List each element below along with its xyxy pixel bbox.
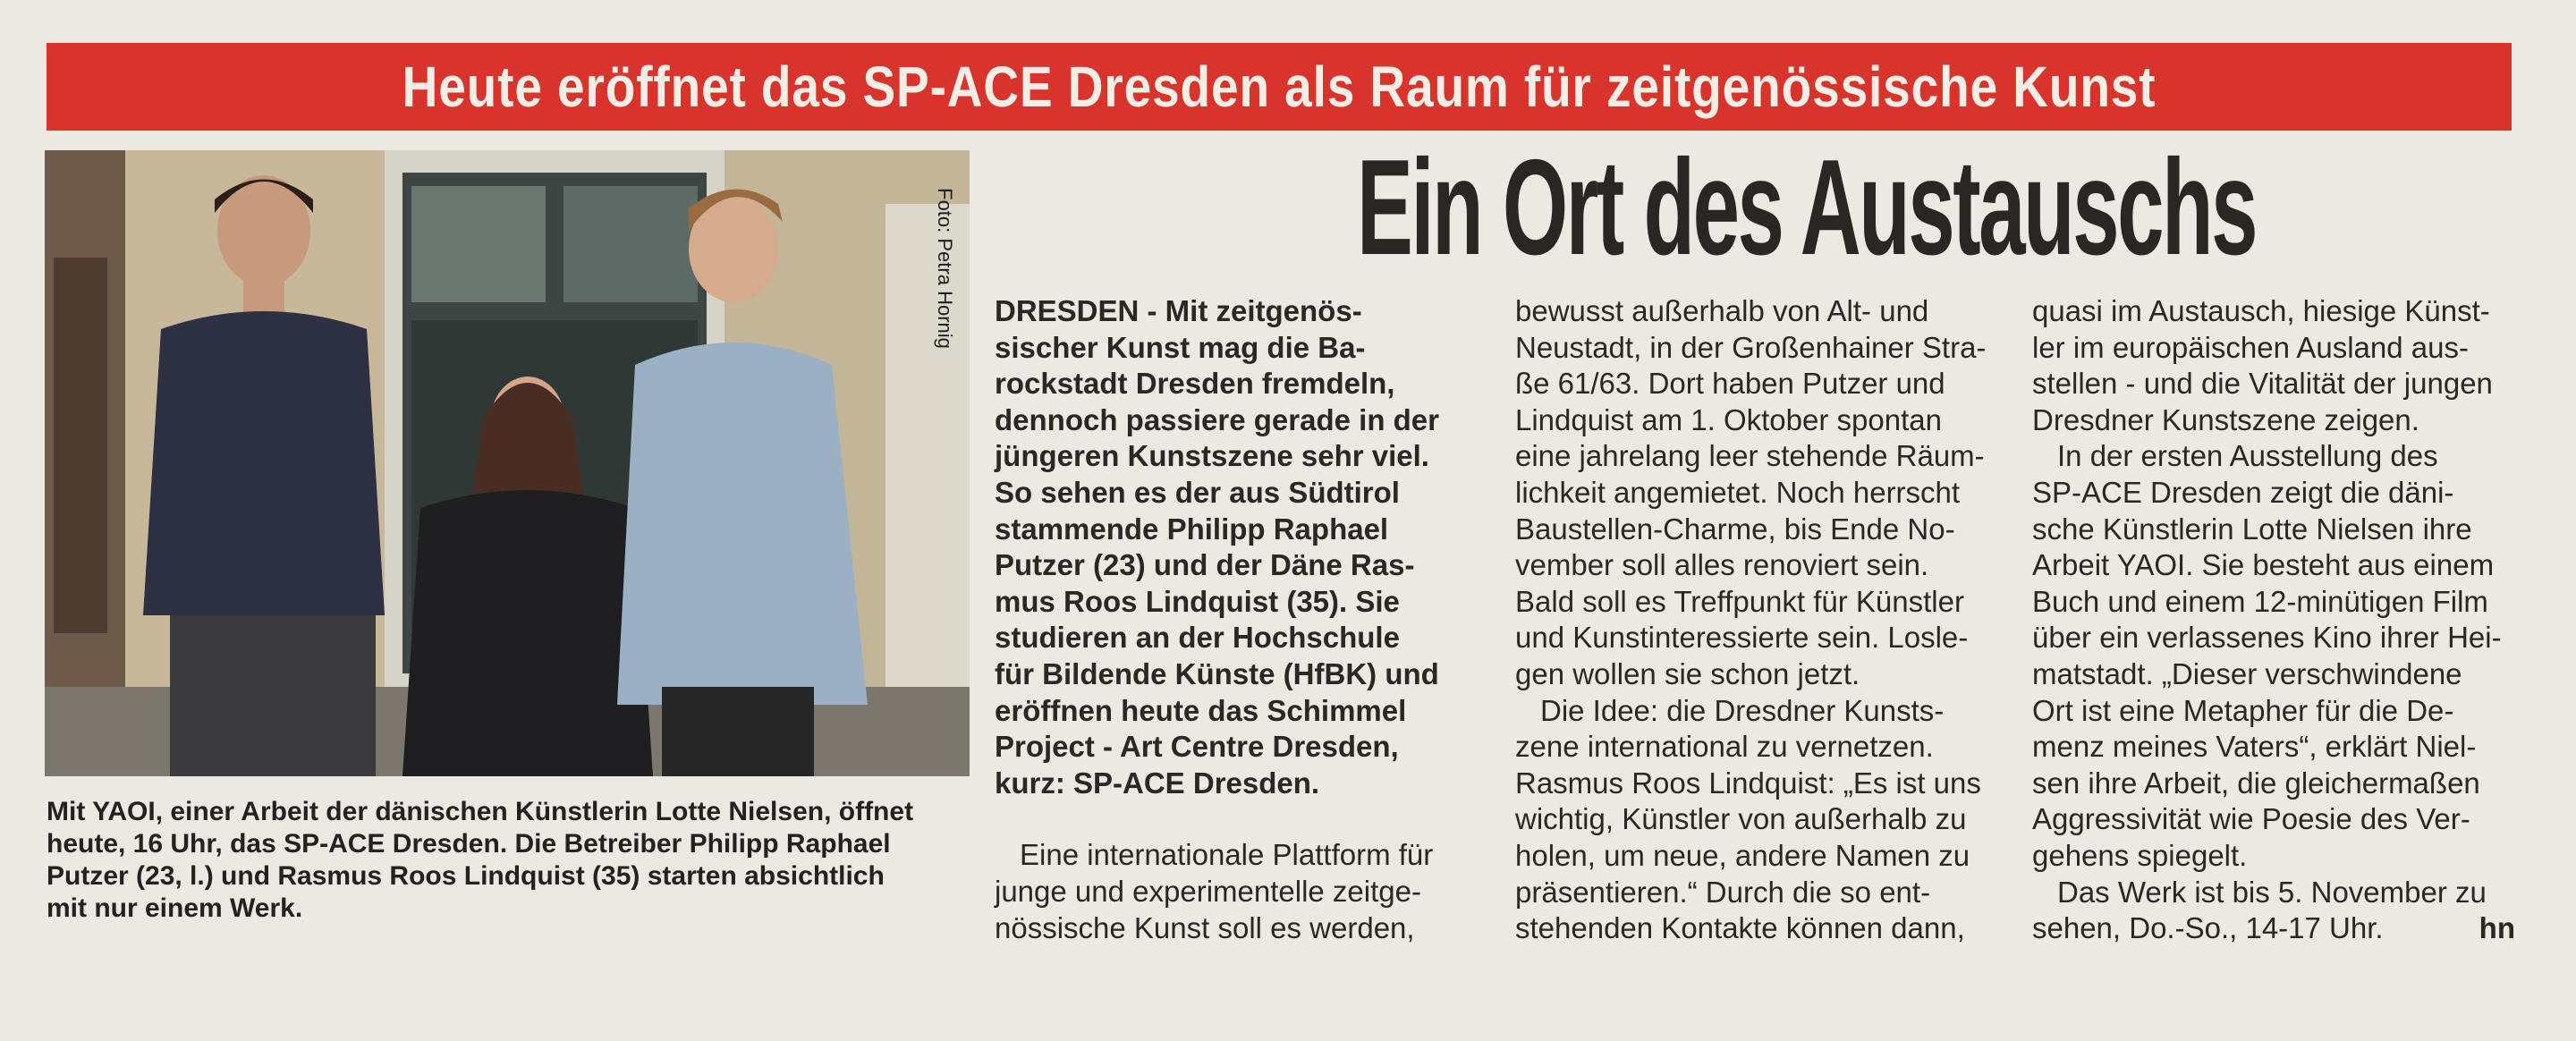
body-line: vember soll alles renoviert sein. xyxy=(1515,548,1929,582)
lead-line: Project - Art Centre Dresden, xyxy=(995,730,1399,764)
lead-line: kurz: SP-ACE Dresden. xyxy=(995,766,1320,800)
body-line: Eine internationale Plattform für xyxy=(1020,838,1434,872)
body-line: junge und experimentelle zeitge- xyxy=(995,874,1421,908)
caption-line: Mit YAOI, einer Arbeit der dänischen Künstlerin Lotte Nielsen, öffnet xyxy=(47,797,914,826)
article-photo xyxy=(45,150,970,776)
body-line: Ort ist eine Metapher für die De- xyxy=(2032,693,2454,727)
body-line: In der ersten Ausstellung des xyxy=(2057,439,2438,473)
body-line: Die Idee: die Dresdner Kunsts- xyxy=(1540,693,1945,727)
body-line: sche Künstlerin Lotte Nielsen ihre xyxy=(2032,512,2472,546)
lead-line: studieren an der Hochschule xyxy=(995,621,1400,655)
lead-line: stammende Philipp Raphael xyxy=(995,512,1389,546)
article-column-3 xyxy=(2032,293,2515,947)
body-line: Das Werk ist bis 5. November zu xyxy=(2057,875,2487,909)
lead-line: für Bildende Künste (HfBK) und xyxy=(995,656,1439,690)
body-line: ler im europäischen Ausland aus- xyxy=(2032,330,2469,364)
body-line: sen ihre Arbeit, die gleichermaßen xyxy=(2032,766,2480,800)
body-line: Lindquist am 1. Oktober spontan xyxy=(1515,402,1942,436)
headline xyxy=(1163,131,2451,284)
body-line: lichkeit angemietet. Noch herrscht xyxy=(1515,475,1961,509)
body-line: gehens spiegelt. xyxy=(2032,838,2248,872)
body-line: matstadt. „Dieser verschwindene xyxy=(2032,656,2462,690)
caption-line: Putzer (23, l.) und Rasmus Roos Lindquist (35) starten absichtlich xyxy=(47,861,885,891)
body-line: Bald soll es Treffpunkt für Künstler xyxy=(1515,584,1964,618)
lead-line: So sehen es der aus Südtirol xyxy=(995,475,1400,509)
body-line: SP-ACE Dresden zeigt die däni- xyxy=(2032,475,2454,509)
caption-line: heute, 16 Uhr, das SP-ACE Dresden. Die Betreiber Philipp Raphael xyxy=(47,829,891,859)
caption-line: mit nur einem Werk. xyxy=(47,893,303,923)
lead-line: mus Roos Lindquist (35). Sie xyxy=(995,584,1400,618)
body-line: und Kunstinteressierte sein. Losle- xyxy=(1515,621,1969,655)
lead-line: eröffnen heute das Schimmel xyxy=(995,693,1407,727)
photo-illustration xyxy=(45,150,970,776)
kicker-text: Heute eröffnet das SP-ACE Dresden als Raum für zeitgenössische Kunst xyxy=(402,55,2157,119)
body-line: Dresdner Kunstszene zeigen. xyxy=(2032,402,2419,436)
body-line: ße 61/63. Dort haben Putzer und xyxy=(1515,367,1945,401)
body-line: sehen, Do.-So., 14-17 Uhr. xyxy=(2032,911,2384,945)
body-line: Buch und einem 12-minütigen Film xyxy=(2032,584,2488,618)
body-line: Arbeit YAOI. Sie besteht aus einem xyxy=(2032,548,2495,582)
article-column-2 xyxy=(1515,293,1991,947)
body-line: menz meines Vaters“, erklärt Niel- xyxy=(2032,730,2477,764)
body-line: nössische Kunst soll es werden, xyxy=(995,910,1415,944)
article-column-1 xyxy=(995,293,1487,946)
author-signature: hn xyxy=(2479,911,2515,945)
lead-line: Putzer (23) und der Däne Ras- xyxy=(995,548,1415,582)
lead-line: rockstadt Dresden fremdeln, xyxy=(995,367,1395,401)
body-line: bewusst außerhalb von Alt- und xyxy=(1515,294,1929,327)
body-line: eine jahrelang leer stehende Räum- xyxy=(1515,439,1985,473)
body-line: stellen - und die Vitalität der jungen xyxy=(2032,367,2493,401)
lead-line: jüngeren Kunstszene sehr viel. xyxy=(995,439,1429,473)
article-body-start xyxy=(995,837,1487,946)
body-line: holen, um neue, andere Namen zu xyxy=(1515,838,1970,872)
body-line: Rasmus Roos Lindquist: „Es ist uns xyxy=(1515,766,1981,800)
body-line: zene international zu vernetzen. xyxy=(1515,730,1934,764)
headline-text: Ein Ort des Austauschs xyxy=(1357,131,2257,284)
photo-caption xyxy=(47,796,977,925)
lead-line: DRESDEN - Mit zeitgenös- xyxy=(995,294,1362,327)
lead-line: dennoch passiere gerade in der xyxy=(995,402,1439,436)
body-line: Aggressivität wie Poesie des Ver- xyxy=(2032,802,2470,836)
body-line: quasi im Austausch, hiesige Künst- xyxy=(2032,294,2490,327)
body-line: präsentieren.“ Durch die so ent- xyxy=(1515,875,1931,909)
last-line xyxy=(2032,910,2515,947)
kicker-banner xyxy=(47,43,2512,131)
body-line: gen wollen sie schon jetzt. xyxy=(1515,656,1860,690)
body-line: über ein verlassenes Kino ihrer Hei- xyxy=(2032,621,2502,655)
photo-credit-text: Foto: Petra Hornig xyxy=(934,188,956,349)
article-lead xyxy=(995,293,1487,801)
lead-line: sischer Kunst mag die Ba- xyxy=(995,330,1366,364)
body-line: Neustadt, in der Großenhainer Stra- xyxy=(1515,330,1987,364)
body-line: wichtig, Künstler von außerhalb zu xyxy=(1515,802,1967,836)
body-line: stehenden Kontakte können dann, xyxy=(1515,911,1965,945)
photo-credit xyxy=(927,179,962,358)
body-line: Baustellen-Charme, bis Ende No- xyxy=(1515,512,1955,546)
